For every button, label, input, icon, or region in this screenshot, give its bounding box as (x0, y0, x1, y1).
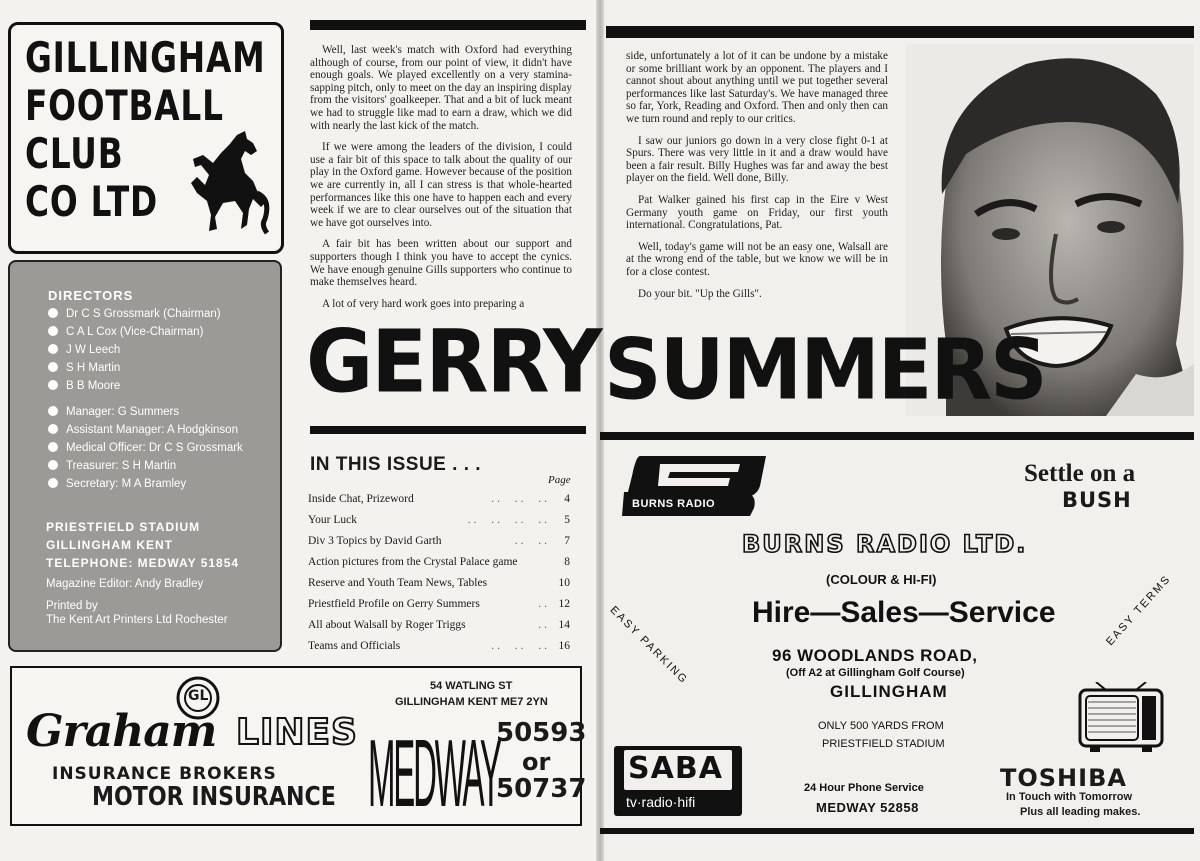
burns-radio-logo (620, 452, 770, 518)
toshiba-tagline: In Touch with Tomorrow (1006, 791, 1133, 803)
burns-services: Hire—Sales—Service (752, 596, 1056, 629)
graham-or: or (522, 748, 551, 776)
article-column-left (310, 44, 572, 319)
contents-item[interactable]: Inside Chat, Prizeword .. .. .. 4 (308, 493, 570, 505)
bush-brand: BUSH (1062, 488, 1132, 512)
director-item: S H Martin (48, 362, 120, 374)
article-column-right (626, 50, 888, 309)
bullet-icon (48, 344, 58, 354)
contents-item[interactable]: Div 3 Topics by David Garth .. .. 7 (308, 535, 570, 547)
graham-exchange: MEDWAY (368, 719, 500, 827)
graham-line-1: INSURANCE BROKERS (52, 764, 277, 784)
contents-item[interactable]: Reserve and Youth Team News, Tables 10 (308, 577, 570, 589)
bottom-rule-right (600, 828, 1194, 834)
saba-tagline: tv·radio·hifi (626, 794, 696, 810)
official-item: Treasurer: S H Martin (48, 460, 176, 472)
headline-first-name: GERRY (306, 312, 601, 413)
contents-item[interactable]: Your Luck .. .. .. .. 5 (308, 514, 570, 526)
graham-logo-letters: GL (188, 688, 209, 704)
contents-page-label: Page (548, 474, 571, 486)
article-paragraph: I saw our juniors go down in a very close fight 0-1 at Spurs. There was very little in it and a draw would have been a fair result. Billy Hughes was far and away the best player on the field. Well done, Billy. (626, 134, 888, 185)
saba-logo (614, 746, 742, 816)
burns-subtitle: (COLOUR & HI-FI) (826, 572, 937, 587)
article-paragraph: A fair bit has been written about our support and supporters though I think you have to accept the cynics. We have enough genuine Gills supporters who continue to make themselves heard. (310, 238, 572, 289)
club-line-3: CLUB (25, 129, 124, 178)
club-title-box (8, 22, 284, 254)
contents-item[interactable]: Teams and Officials .. .. .. 16 (308, 640, 570, 652)
director-item: Dr C S Grossmark (Chairman) (48, 308, 221, 320)
top-rule-right (606, 26, 1194, 38)
director-item: J W Leech (48, 344, 120, 356)
director-item: B B Moore (48, 380, 120, 392)
burns-town: GILLINGHAM (830, 682, 948, 701)
printer-name: The Kent Art Printers Ltd Rochester (46, 614, 228, 626)
contents-item[interactable]: Priestfield Profile on Gerry Summers .. 12 (308, 598, 570, 610)
burns-address-note: (Off A2 at Gillingham Golf Course) (786, 667, 965, 679)
article-paragraph: A lot of very hard work goes into preparing a (322, 297, 525, 310)
official-item: Manager: G Summers (48, 406, 179, 418)
official-item: Medical Officer: Dr C S Grossmark (48, 442, 243, 454)
article-paragraph: Well, last week's match with Oxford had everything although of course, from our point of view, it didn't have enough goals. We played excellently on a very stamina-sapping pitch, only to meet on the day an inspiring display from the visitors' goalkeeper. That and a bit of luck meant we had to struggle like mad to earn a draw, which we did with nearly the last kick of the match. (310, 44, 572, 132)
burns-phone: MEDWAY 52858 (816, 800, 919, 815)
burns-address: 96 WOODLANDS ROAD, (772, 646, 978, 665)
easy-parking: EASY PARKING (607, 604, 691, 687)
club-line-2: FOOTBALL (25, 81, 224, 130)
bullet-icon (48, 478, 58, 488)
club-line-4: CO LTD (25, 177, 158, 226)
graham-phone-1: 50593 (496, 718, 587, 748)
stadium-line: PRIESTFIELD STADIUM (46, 520, 201, 534)
official-item: Secretary: M A Bramley (48, 478, 186, 490)
article-paragraph: Pat Walker gained his first cap in the Eire v West Germany youth game on Friday, our first youth international. Congratulations, Pat. (626, 193, 888, 232)
article-paragraph: side, unfortunately a lot of it can be undone by a mistake or some brilliant work by an opponent. The players and I cannot shout about anything until we put together several performances like last Saturday's. We have managed three so far, York, Reading and Oxford. Then and only then can we turn round and reply to our critics. (626, 50, 888, 125)
bullet-icon (48, 442, 58, 452)
bullet-icon (48, 380, 58, 390)
bullet-icon (48, 362, 58, 372)
official-item: Assistant Manager: A Hodgkinson (48, 424, 238, 436)
bullet-icon (48, 326, 58, 336)
burns-company-name: BURNS RADIO LTD. (742, 530, 1028, 558)
contents-rule (310, 426, 586, 434)
article-paragraph: If we were among the leaders of the division, I could use a fair bit of this space to talk about the quality of our play in the Oxford game. However because of the position we are currently in, all I can stress is that whole-hearted performances like this one have to happen each and every week if we are to clear ourselves out of the situation that we have got ourselves into. (310, 141, 572, 229)
graham-lines-ad (10, 666, 587, 827)
burns-yards-2: PRIESTFIELD STADIUM (822, 738, 945, 750)
stadium-line: GILLINGHAM KENT (46, 538, 173, 552)
bullet-icon (48, 308, 58, 318)
settle-on-a: Settle on a (1024, 460, 1136, 487)
saba-brand: SABA (628, 751, 723, 786)
contents-item[interactable]: All about Walsall by Roger Triggs .. 14 (308, 619, 570, 631)
toshiba-brand: TOSHIBA (1000, 764, 1127, 792)
magazine-editor: Magazine Editor: Andy Bradley (46, 578, 204, 590)
phone-service-label: 24 Hour Phone Service (804, 782, 924, 794)
bullet-icon (48, 460, 58, 470)
rearing-horse-icon (187, 129, 271, 239)
graham-address-1: 54 WATLING ST (430, 680, 513, 692)
graham-address-2: GILLINGHAM KENT ME7 2YN (395, 696, 548, 708)
stadium-line: TELEPHONE: MEDWAY 51854 (46, 556, 240, 570)
article-paragraph: Do your bit. "Up the Gills". (638, 287, 762, 300)
contents-title: IN THIS ISSUE . . . (310, 454, 482, 475)
bullet-icon (48, 424, 58, 434)
graham-block-name: LINES (236, 712, 358, 753)
ad-rule-right (600, 432, 1194, 440)
graham-phone-2: 50737 (496, 774, 587, 804)
bullet-icon (48, 406, 58, 416)
leading-makes: Plus all leading makes. (1020, 806, 1141, 818)
club-line-1: GILLINGHAM (25, 33, 266, 82)
director-item: C A L Cox (Vice-Chairman) (48, 326, 203, 338)
graham-line-2: MOTOR INSURANCE (92, 782, 336, 812)
easy-terms: EASY TERMS (1104, 572, 1174, 649)
portable-television-icon (1076, 682, 1166, 756)
headline-last-name: SUMMERS (604, 320, 1046, 419)
page-spine (596, 0, 604, 861)
graham-script-name: Graham (26, 706, 217, 757)
article-paragraph: Well, today's game will not be an easy one, Walsall are at the wrong end of the table, but we know we will be in for a close contest. (626, 240, 888, 278)
burns-logo-text: BURNS RADIO (632, 498, 716, 510)
top-rule-left (310, 20, 586, 30)
directors-heading: DIRECTORS (48, 288, 134, 303)
contents-item[interactable]: Action pictures from the Crystal Palace game 8 (308, 556, 570, 568)
burns-yards-1: ONLY 500 YARDS FROM (818, 720, 944, 732)
printed-by-label: Printed by (46, 600, 98, 612)
directors-panel (8, 260, 282, 652)
